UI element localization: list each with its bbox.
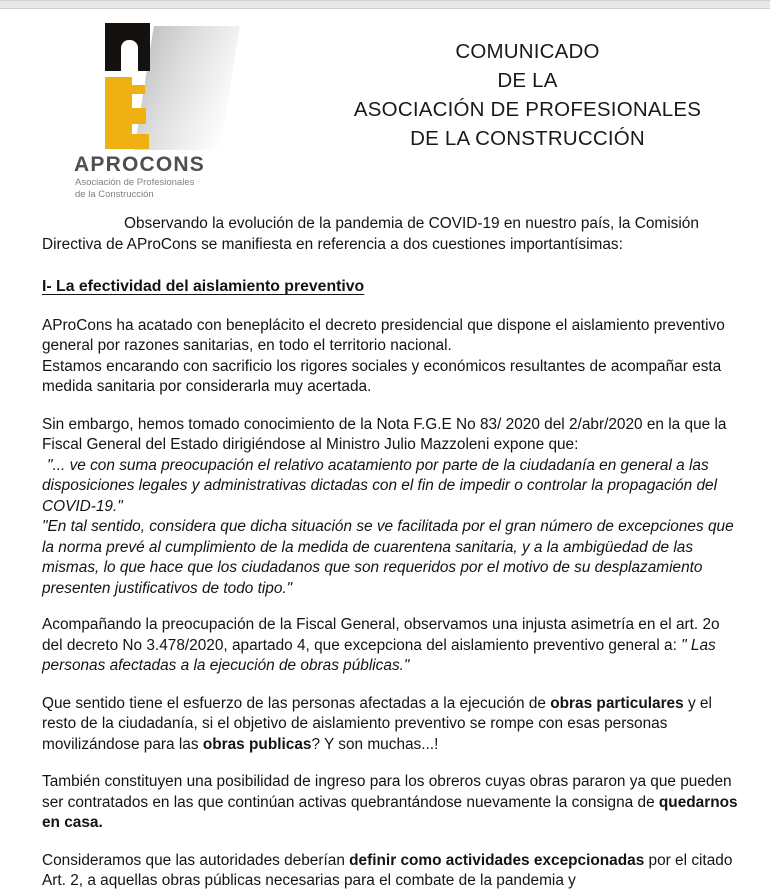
document-body (0, 214, 770, 892)
paragraph-sentido (42, 694, 740, 756)
document-header (0, 9, 770, 214)
aprocons-logo (72, 21, 282, 211)
logo-yellow-mid-bar (105, 108, 146, 124)
emphasis-quedarnos-en-casa: quedarnos en casa. (42, 793, 738, 831)
paragraph-sentido-part-a: Que sentido tiene el esfuerzo de las personas afectadas a la ejecución de (42, 694, 551, 712)
emphasis-obras-particulares: obras particulares (550, 694, 684, 712)
emphasis-obras-publicas: obras publicas (202, 735, 312, 753)
paragraph-sentido-part-d: ? Y son muchas...! (311, 735, 439, 753)
logo-subline (75, 177, 235, 200)
paragraph-acatado-text: AProCons ha acatado con beneplácito el decreto presidencial que dispone el aislamiento preventivo general por razones sanitarias, en todo el territorio nacional. (42, 316, 725, 354)
logo-subline-1: Asociación de Profesionales (75, 177, 195, 188)
paragraph-encarando-text: Estamos encarando con sacrificio los rigores sociales y económicos resultantes de acompañar esta medida sanitaria por considerarla muy acertada. (42, 357, 722, 395)
logo-arch-notch (121, 40, 138, 73)
paragraph-ingreso-part-a: También constituyen una posibilidad de ingreso para los obreros cuyas obras pararon ya que pueden ser contratados en las que continúan activas quebrantándose nuevamente la consigna de (42, 773, 732, 811)
logo-black-block (105, 23, 150, 71)
paragraph-consideramos-part-c: por el citado Art. 2, a aquellas obras públicas necesarias para el combate de la pandemia y (42, 851, 733, 889)
logo-wordmark: APROCONS (74, 153, 205, 176)
title-line-1: COMUNICADO (455, 40, 600, 63)
document-title (300, 37, 755, 153)
title-line-2: DE LA (497, 69, 558, 92)
intro-paragraph: Observando la evolución de la pandemia de COVID-19 en nuestro país, la Comisión Directiva de AProCons se manifiesta en referencia a dos cuestiones importantísimas: (42, 215, 699, 253)
logo-yellow-top-notch (132, 77, 145, 85)
quote-fiscal-1 (42, 456, 740, 518)
emphasis-definir-actividades-excepcionadas: definir como actividades excepcionadas (349, 851, 645, 869)
paragraph-sentido-part-c: y el resto de la ciudadanía, si el objetivo de aislamiento preventivo se rompe con esas personas movilizándose para las (42, 694, 712, 753)
logo-shadow (134, 26, 240, 150)
paragraph-nota (42, 415, 740, 456)
title-line-3: ASOCIACIÓN DE PROFESIONALES (353, 98, 702, 121)
logo-yellow-base-bar (105, 134, 149, 149)
quote-fiscal-1-text: "... ve con suma preocupación el relativo acatamiento por parte de la ciudadanía en general a las disposiciones legales y administrativas dictadas con el fin de impedir o controlar la propagación del COVID-19." (42, 456, 717, 515)
paragraph-acatado (42, 316, 740, 357)
paragraph-encarando (42, 357, 740, 398)
paragraph-ingreso (42, 772, 740, 834)
logo-yellow-mid-tab (119, 94, 132, 108)
document-page (0, 9, 770, 889)
paragraph-nota-text: Sin embargo, hemos tomado conocimiento de la Nota F.G.E No 83/ 2020 del 2/abr/2020 en la que la Fiscal General del Estado dirigiéndose al Ministro Julio Mazzoleni expone que: (42, 415, 727, 453)
paragraph-consideramos-part-a: Consideramos que las autoridades deberían (42, 851, 350, 869)
logo-subline-2: de la Construcción (75, 188, 154, 200)
quote-fiscal-2-text: "En tal sentido, considera que dicha situación se ve facilitada por el gran número de excepciones que la norma prevé al cumplimiento de la medida de cuarentena sanitaria, y a la ambigüedad de las mismas, lo que hace que los ciudadanos que son requeridos por el motivo de su desplazamiento presenten justificativos de todo tipo." (42, 518, 734, 597)
viewer-top-strip (0, 0, 770, 9)
section-heading-1: I- La efectividad del aislamiento preventivo (42, 278, 365, 295)
paragraph-asimetria-quote: " Las personas afectadas a la ejecución de obras públicas." (42, 636, 716, 674)
quote-fiscal-2 (42, 517, 740, 599)
paragraph-asimetria-text: Acompañando la preocupación de la Fiscal General, observamos una injusta asimetría en el art. 2o del decreto No 3.478/2020, apartado 4, que excepciona del aislamiento preventivo general a: (42, 616, 720, 654)
paragraph-consideramos (42, 851, 740, 892)
title-line-4: DE LA CONSTRUCCIÓN (410, 127, 645, 150)
aprocons-logo-mark-icon (100, 21, 250, 149)
paragraph-asimetria (42, 615, 740, 677)
